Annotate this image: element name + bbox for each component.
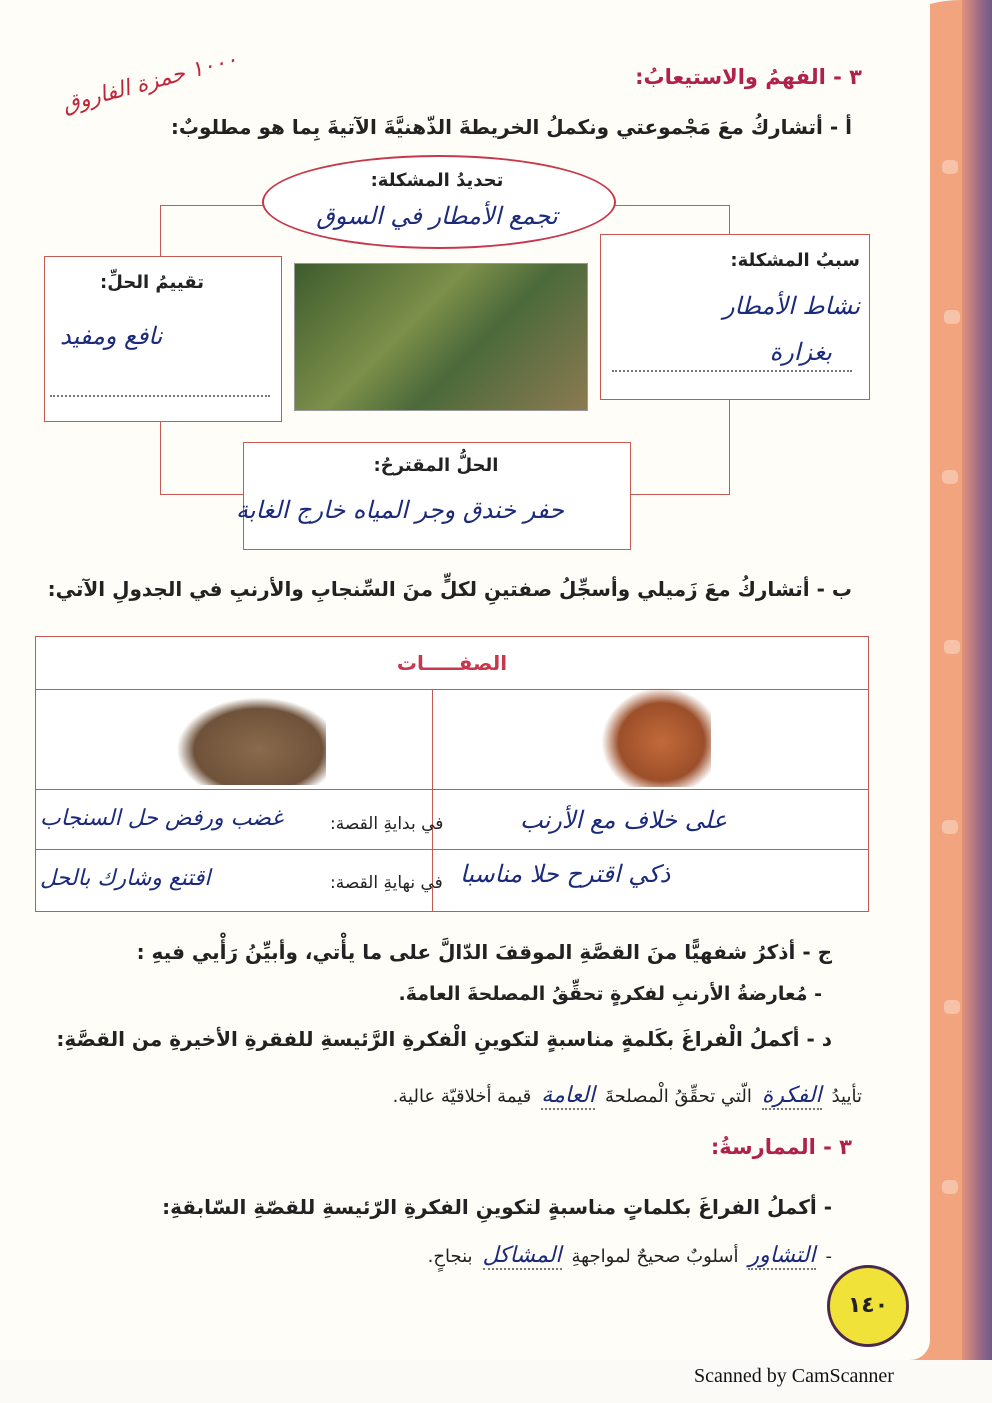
row1-squirrel: على خلاف مع الأرنب xyxy=(520,806,728,834)
squirrel-image xyxy=(601,687,711,787)
book-edge xyxy=(962,0,992,1360)
d-a1: الفكرة xyxy=(761,1083,822,1108)
section-practice-title: ٣ - الممارسةُ: xyxy=(710,1135,852,1159)
question-c-item: - مُعارضةُ الأرنبِ لفكرةٍ تحقِّقُ المصلحةَ العامةَ. xyxy=(398,983,822,1005)
p-w2: بنجاحٍ. xyxy=(427,1246,473,1267)
rabbit-image xyxy=(176,697,326,785)
section-comprehension-title: ٣ - الفهمُ والاستيعابُ: xyxy=(635,65,862,89)
row1-label: في بدايةِ القصة: xyxy=(330,814,444,834)
solution-title: الحلُّ المقترحُ: xyxy=(373,455,499,476)
p-a2: المشاكل xyxy=(482,1243,562,1268)
handwritten-note: ١٠٠٠ حمزة الفاروق xyxy=(59,47,241,118)
cause-answer-2: بغزارة xyxy=(769,338,832,366)
forest-image xyxy=(294,263,588,411)
practice-sentence xyxy=(428,1243,832,1270)
question-d: د - أكملُ الْفراغَ بكَلمةٍ مناسبةٍ لتكوينِ الْفكرةِ الرَّئيسةِ للفقرةِ الأخيرةِ من القصَّةِ: xyxy=(56,1027,832,1051)
p-w1: أسلوبٌ صحيحٌ لمواجهةِ xyxy=(571,1246,739,1267)
problem-title: تحديدُ المشكلة: xyxy=(370,170,504,191)
evaluation-title: تقييمُ الحلِّ: xyxy=(100,272,204,293)
evaluation-dots xyxy=(50,395,270,397)
evaluation-answer: نافع ومفيد xyxy=(60,322,163,350)
row1-rabbit: غضب ورفض حل السنجاب xyxy=(40,806,283,831)
cause-answer-1: نشاط الأمطار xyxy=(722,292,860,320)
cause-title: سببُ المشكلة: xyxy=(730,250,860,271)
problem-answer: تجمع الأمطار في السوق xyxy=(316,202,558,230)
scanner-footer: Scanned by CamScanner xyxy=(694,1365,894,1387)
d-w1: تأييدُ xyxy=(831,1086,862,1107)
question-c: ج - أذكرُ شفهيًّا منَ القصَّةِ الموقفَ الدّالَّ على ما يأْتي، وأبيِّنُ رَأْيي فيهِ : xyxy=(136,940,832,964)
row2-squirrel: ذكي اقترح حلا مناسبا xyxy=(460,860,671,888)
question-a: أ - أتشاركُ معَ مَجْموعتي ونكملُ الخريطةَ الذّهنيَّةَ الآتيةَ بِما هو مطلوبٌ: xyxy=(170,115,852,139)
cause-dots xyxy=(612,370,852,372)
d-w3: قيمة أخلاقيّة عالية. xyxy=(392,1086,532,1107)
question-d-sentence xyxy=(393,1083,862,1110)
page-number: ١٤٠ xyxy=(827,1265,909,1347)
d-w2: الّتي تحقِّقُ الْمصلحةَ xyxy=(605,1086,752,1107)
practice-label: - أكملُ الفراغَ بكلماتٍ مناسبةٍ لتكوينِ الفكرةِ الرّئيسةِ للقصّةِ السّابقةِ: xyxy=(162,1195,832,1219)
p-w0: - xyxy=(825,1246,832,1267)
question-b: ب - أتشاركُ معَ زَميلي وأسجِّلُ صفتينِ لكلٍّ منَ السِّنجابِ والأرنبِ في الجدولِ الآتي: xyxy=(47,577,852,601)
row2-label: في نهايةِ القصة: xyxy=(330,873,443,893)
traits-header: الصفـــــات xyxy=(36,637,868,690)
p-a1: التشاور xyxy=(748,1243,816,1268)
d-a2: العامة xyxy=(541,1083,595,1108)
row2-rabbit: اقتنع وشارك بالحل xyxy=(40,866,211,891)
solution-answer: حفر خندق وجر المياه خارج الغابة xyxy=(236,496,564,524)
